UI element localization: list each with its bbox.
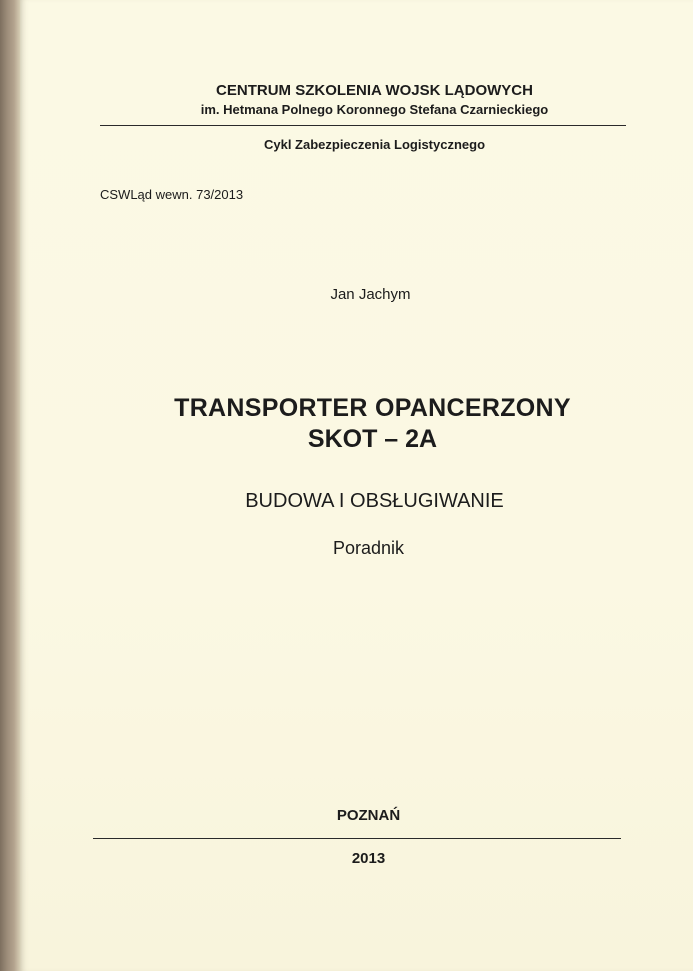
- reference-number: CSWLąd wewn. 73/2013: [100, 187, 244, 202]
- publication-city: POZNAŃ: [336, 807, 401, 824]
- document-type: Poradnik: [332, 538, 405, 558]
- institution-name: CENTRUM SZKOLENIA WOJSK LĄDOWYCH: [216, 82, 533, 99]
- publication-year: 2013: [351, 850, 386, 867]
- footer-divider: [93, 838, 621, 839]
- title-line-1: TRANSPORTER OPANCERZONY: [174, 394, 571, 422]
- subtitle: BUDOWA I OBSŁUGIWANIE: [245, 490, 504, 512]
- department-name: Cykl Zabezpieczenia Logistycznego: [263, 137, 486, 152]
- institution-patron: im. Hetmana Polnego Koronnego Stefana Czarnieckiego: [200, 102, 549, 117]
- header-divider: [100, 125, 626, 126]
- author-name: Jan Jachym: [330, 286, 411, 303]
- book-spine: [0, 0, 20, 971]
- title-line-2: SKOT – 2A: [307, 425, 438, 453]
